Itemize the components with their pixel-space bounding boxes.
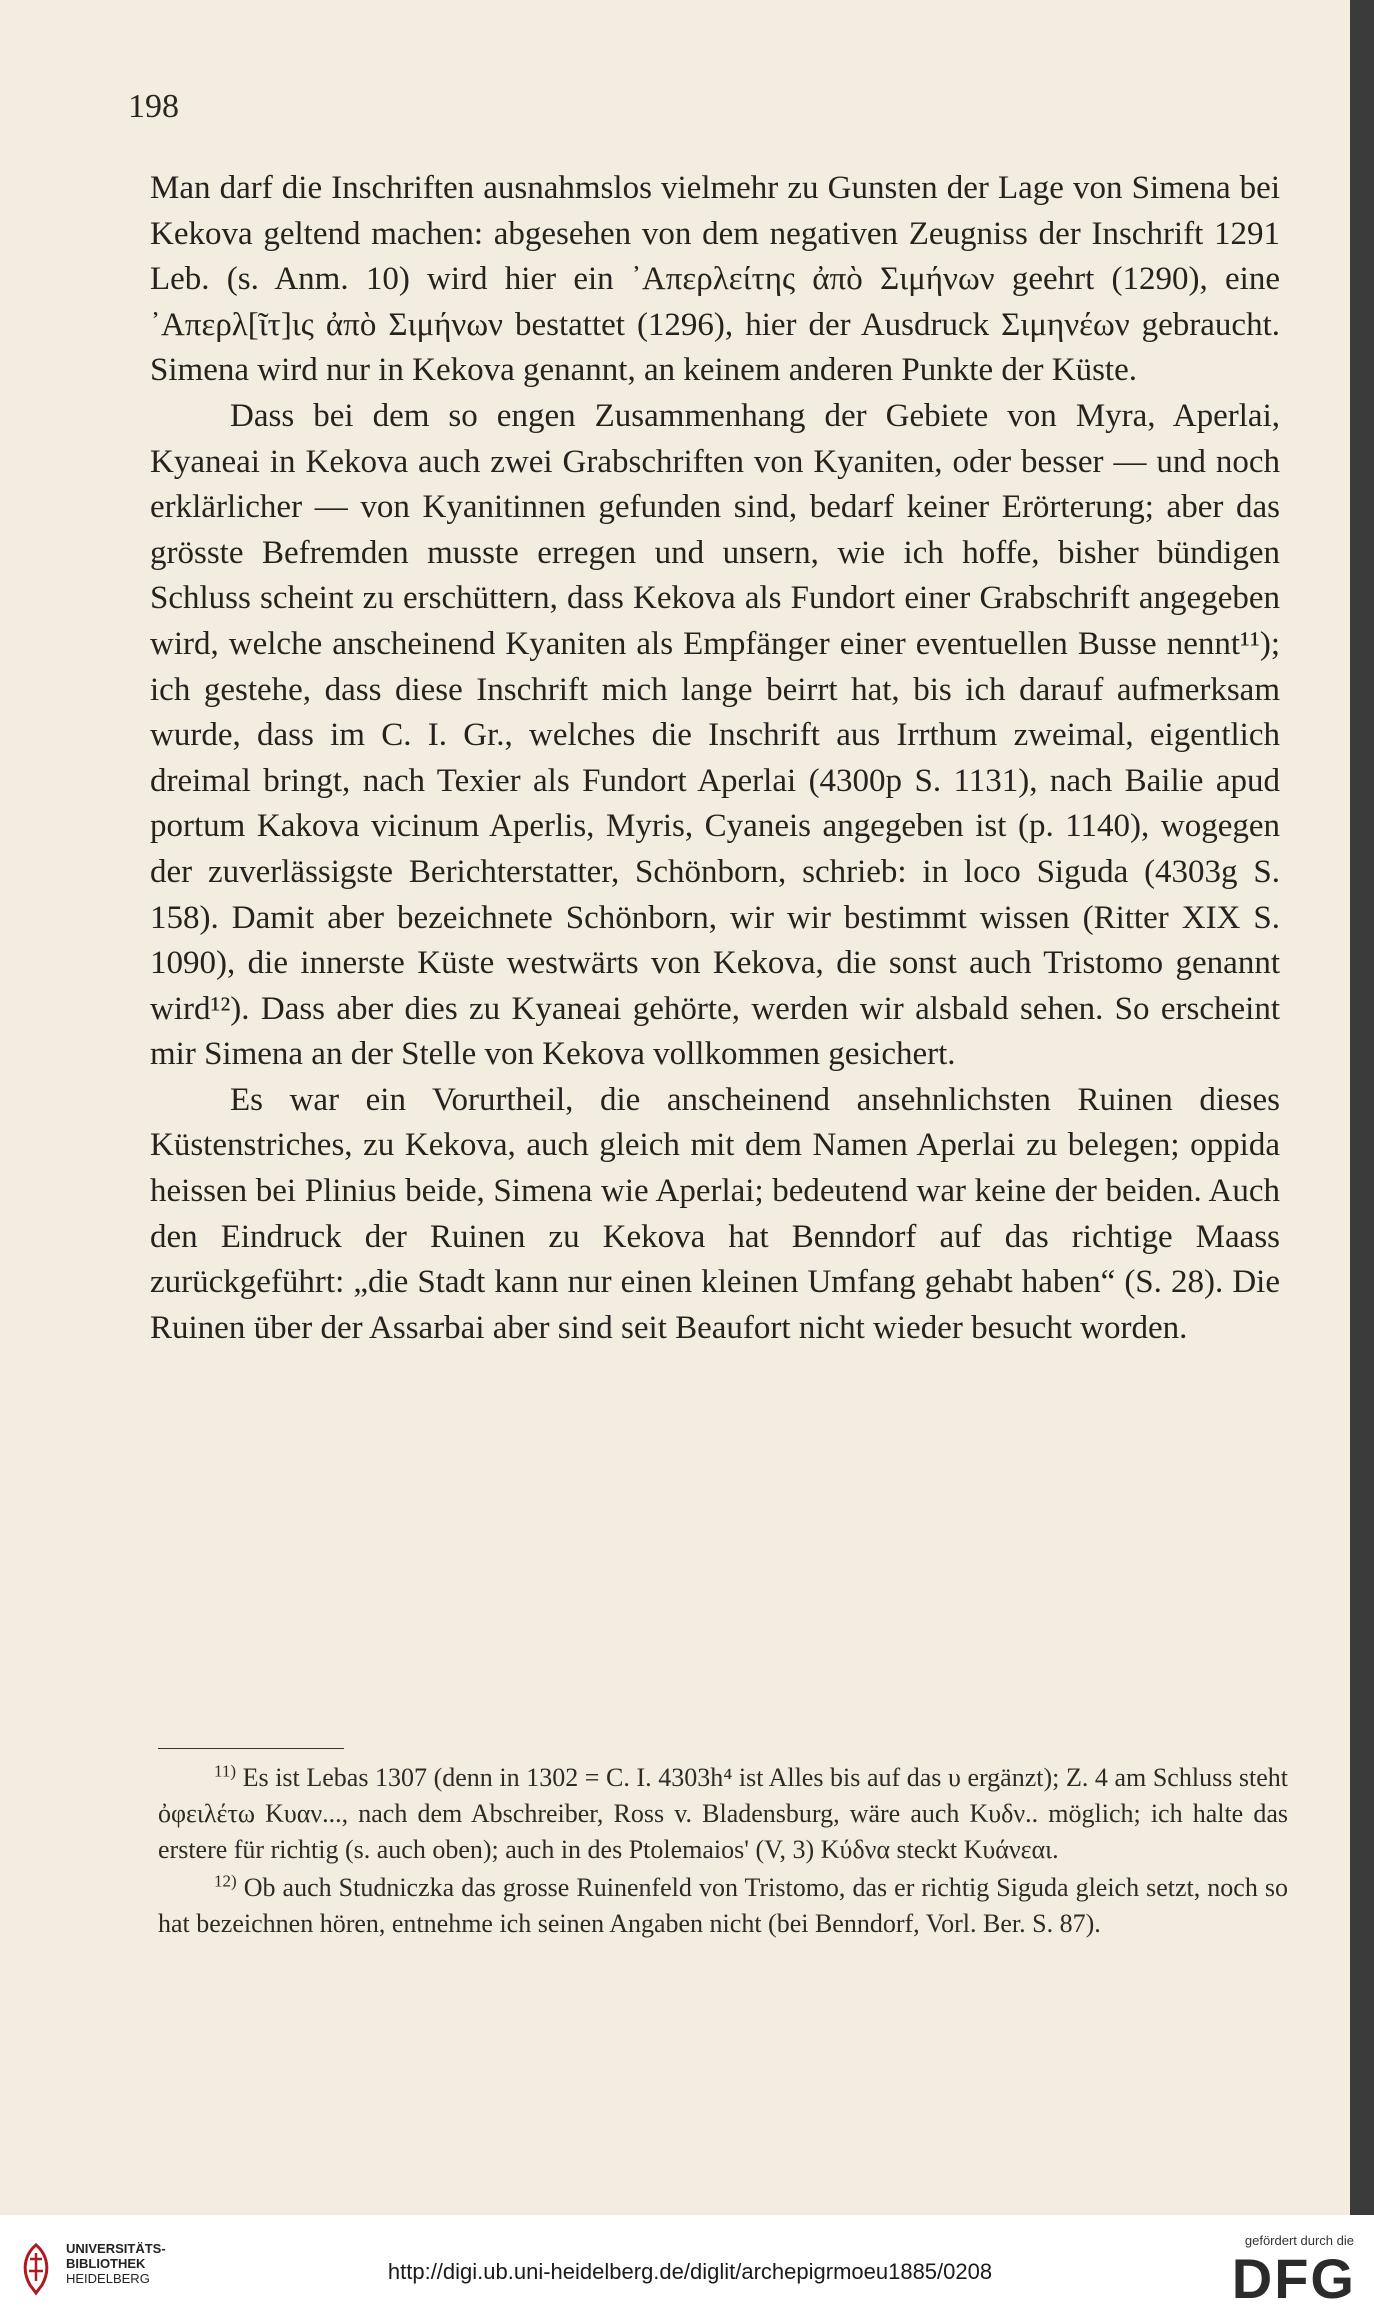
page-number: 198 xyxy=(128,88,179,125)
paragraph: Dass bei dem so engen Zusammenhang der Gebiete von Myra, Aperlai, Kyaneai in Kekova auch zwei Grabschriften von Kyaniten, oder besser — und noch erklärlicher — von Kyanitinnen gefunden sind, bedarf keiner Erörterung; aber das grösste Befremden musste erregen und unsern, wie ich hoffe, bisher bündigen Schluss scheint zu erschüttern, dass Kekova als Fundort einer Grabschrift angegeben wird, welche anscheinend Kyaniten als Empfänger einer eventuellen Busse nennt¹¹); ich gestehe, dass diese Inschrift mich lange beirrt hat, bis ich darauf aufmerksam wurde, dass im C. I. Gr., welches die Inschrift aus Irrthum zweimal, eigentlich dreimal bringt, nach Texier als Fundort Aperlai (4300p S. 1131), nach Bailie apud portum Kakova vicinum Aperlis, Myris, Cyaneis angegeben ist (p. 1140), wogegen der zuverlässigste Berichterstatter, Schönborn, schrieb: in loco Siguda (4303g S. 158). Damit aber bezeichnete Schönborn, wir wir bestimmt wissen (Ritter XIX S. 1090), die innerste Küste westwärts von Kekova, die sonst auch Tristomo genannt wird¹²). Dass aber dies zu Kyaneai gehörte, werden wir alsbald sehen. So erscheint mir Simena an der Stelle von Kekova vollkommen gesichert. xyxy=(150,397,1280,1073)
permalink-url[interactable]: http://digi.ub.uni-heidelberg.de/diglit/archepigrmoeu1885/0208 xyxy=(387,2259,993,2284)
dfg-logo: DFG xyxy=(1231,2247,1356,2310)
footer-bar xyxy=(0,2215,1374,2320)
library-name-line: UNIVERSITÄTS- xyxy=(66,2241,166,2256)
footnote-mark: 12) xyxy=(214,1871,237,1891)
library-name-line: BIBLIOTHEK xyxy=(66,2256,146,2271)
library-name xyxy=(66,2241,166,2286)
footnote-mark: 11) xyxy=(214,1761,237,1781)
footnotes xyxy=(158,1760,1288,1942)
footnote xyxy=(158,1870,1288,1942)
footnote-text: Es ist Lebas 1307 (denn in 1302 = C. I. 4303h⁴ ist Alles bis auf das υ ergänzt); Z. 4 am Schluss steht ὀφειλέτω Κυαν..., nach dem Abschreiber, Ross v. Bladensburg, wäre auch Κυδν.. möglich; ich halte das erstere für richtig (s. auch oben); auch in des Ptolemaios' (V, 3) Κύδνα steckt Κυάνεαι. xyxy=(158,1763,1288,1864)
paragraph: Man darf die Inschriften ausnahmslos vielmehr zu Gunsten der Lage von Simena bei Kekova geltend machen: abgesehen von dem negativen Zeugniss der Inschrift 1291 Leb. (s. Anm. 10) wird hier ein ᾿Απερλείτης ἀπὸ Σιμήνων geehrt (1290), eine ᾿Απερλ[ῖτ]ις ἀπὸ Σιμήνων bestattet (1296), hier der Ausdruck Σιμηνέων gebraucht. Simena wird nur in Kekova genannt, an keinem anderen Punkte der Küste. xyxy=(150,170,1280,389)
page-edge xyxy=(1350,0,1374,2215)
funding-label: gefördert durch die xyxy=(1244,2233,1354,2248)
body-text xyxy=(150,166,1280,1351)
footnote-divider xyxy=(158,1748,344,1749)
library-name-line: HEIDELBERG xyxy=(66,2271,150,2286)
university-seal-icon xyxy=(16,2241,56,2297)
footnote-text: Ob auch Studniczka das grosse Ruinenfeld von Tristomo, das er richtig Siguda gleich setzt, noch so hat bezeichnen hören, entnehme ich seinen Angaben nicht (bei Benndorf, Vorl. Ber. S. 87). xyxy=(158,1873,1289,1938)
paragraph: Es war ein Vorurtheil, die anscheinend ansehnlichsten Ruinen dieses Küstenstriches, zu Kekova, auch gleich mit dem Namen Aperlai zu belegen; oppida heissen bei Plinius beide, Simena wie Aperlai; bedeutend war keine der beiden. Auch den Eindruck der Ruinen zu Kekova hat Benndorf auf das richtige Maass zurückgeführt: „die Stadt kann nur einen kleinen Umfang gehabt haben“ (S. 28). Die Ruinen über der Assarbai aber sind seit Beaufort nicht wieder besucht worden. xyxy=(150,1081,1280,1346)
footnote xyxy=(158,1760,1288,1868)
